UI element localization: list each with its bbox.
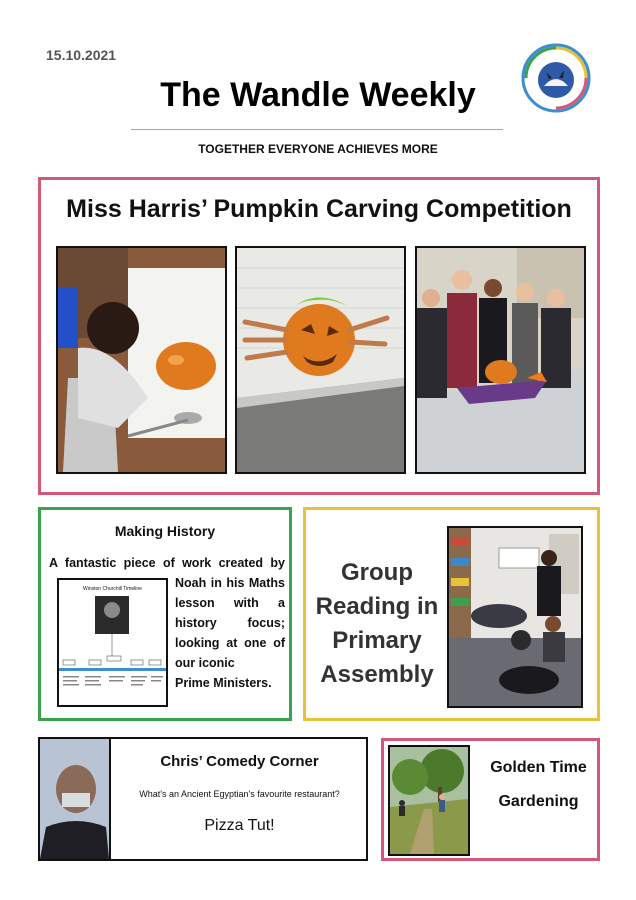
newsletter-title: The Wandle Weekly [160, 76, 476, 114]
gardening-photo [388, 745, 470, 856]
gardening-section [381, 738, 600, 861]
decorated-pumpkin-photo [235, 246, 406, 474]
comedy-corner-section [38, 737, 368, 861]
making-history-body [175, 573, 285, 693]
title-divider [131, 129, 503, 130]
making-history-section [38, 507, 292, 721]
chris-photo [40, 739, 109, 859]
gardening-title: Golden Time Gardening [490, 759, 587, 810]
making-history-title: Making History [114, 523, 216, 539]
joke-answer: Pizza Tut! [204, 817, 275, 834]
making-history-last-line: Prime Ministers. [175, 676, 272, 690]
pupils-with-teacher-photo [415, 246, 586, 474]
group-reading-section [303, 507, 600, 721]
pupil-carving-pumpkin-photo [56, 246, 227, 474]
group-reading-title: Group Reading in Primary Assembly [315, 559, 439, 688]
comedy-joke-panel [109, 739, 368, 859]
newsletter-date: 15.10.2021 [46, 47, 117, 63]
making-history-body-text: Noah in his Maths lesson with a history focus; looking at one of our iconic [175, 576, 285, 670]
school-motto: TOGETHER EVERYONE ACHIEVES MORE [198, 142, 438, 156]
comedy-corner-title: Chris’ Comedy Corner [160, 753, 319, 770]
churchill-timeline-worksheet [57, 578, 168, 707]
pumpkin-section-title: Miss Harris’ Pumpkin Carving Competition [66, 195, 572, 223]
school-logo [520, 42, 592, 114]
group-reading-photo [447, 526, 583, 708]
worksheet-title: Winston Churchill Timeline [83, 586, 142, 592]
making-history-intro: A fantastic piece of work created by [49, 556, 285, 570]
joke-question: What's an Ancient Egyptian's favourite restaurant? [139, 789, 340, 799]
pumpkin-competition-section [38, 177, 600, 495]
